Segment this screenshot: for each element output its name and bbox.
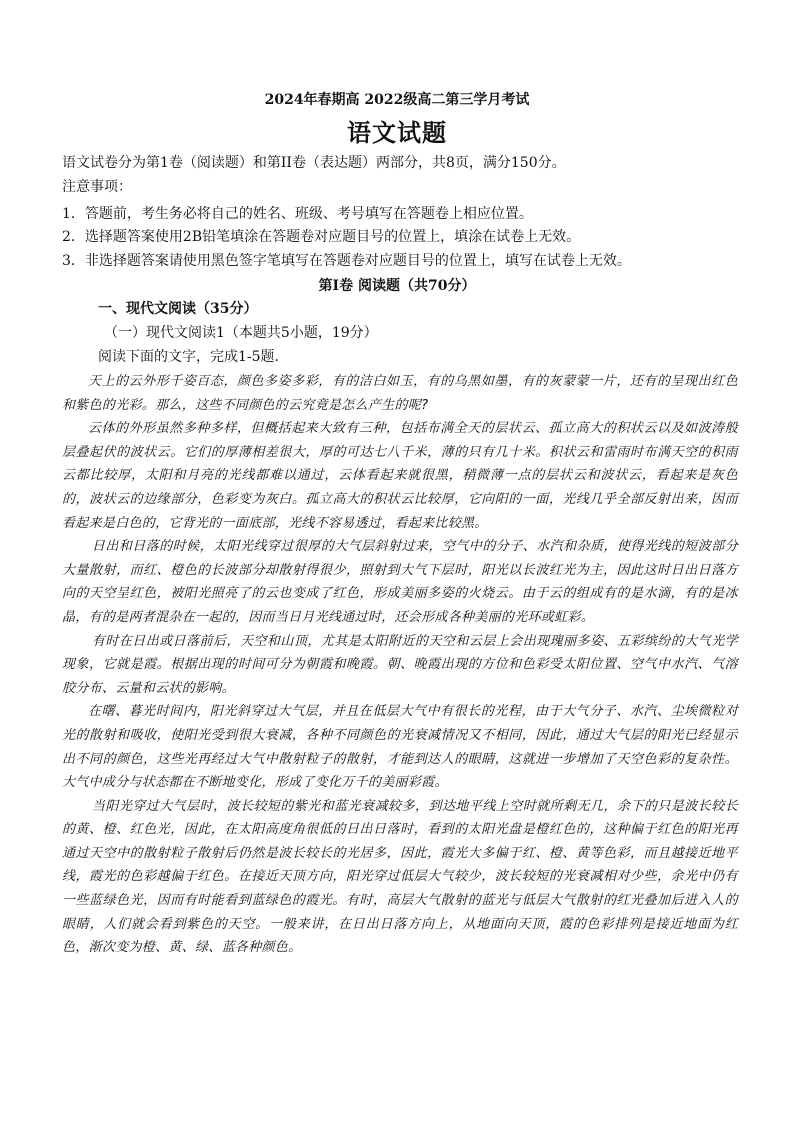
subsection-title: （一）现代文阅读1（本题共5小题，19分） [104, 325, 378, 341]
passage-paragraph: 在曙、暮光时间内，阳光斜穿过大气层，并且在低层大气中有很长的光程，由于大气分子、水汽、尘埃微粒对光的散射和吸收，使阳光受到很大衰减，各种不同颜色的光衰减情况又不相同，因此，通过大气层的阳光已经显示出不同的颜色，这些光再经过大气中散射粒子的散射，才能到达人的眼睛，这就进一步增加了天空色彩的复杂性。大气中成分与状态都在不断地变化，形成了变化万千的美丽彩霞。 [62, 704, 738, 791]
passage-paragraph: 云体的外形虽然多种多样，但概括起来大致有三种，包括布满全天的层状云、孤立高大的积状云以及如波涛般层叠起伏的波状云。它们的厚薄相差很大，厚的可达七八千米，薄的只有几十米。积状云和雷雨时布满天空的积雨云都比较厚，太阳和月亮的光线都难以通过，云体看起来就很黑，稍微薄一点的层状云和波状云，看起来是灰色的，波状云的边缘部分，色彩变为灰白。孤立高大的积状云比较厚，它向阳的一面，光线几乎全部反射出来，因而看起来是白色的，它背光的一面底部，光线不容易透过，看起来比较黑。 [62, 421, 738, 531]
passage-paragraph: 日出和日落的时候，太阳光线穿过很厚的大气层斜射过来，空气中的分子、水汽和杂质，使得光线的短波部分大量散射，而红、橙色的长波部分却散射得很少，照射到大气下层时，阳光以长波红光为主，因此这时日出日落方向的天空呈红色，被阳光照亮了的云也变成了红色，形成美丽多姿的火烧云。由于云的组成有的是水滴，有的是冰晶，有的是两者混杂在一起的，因而当日月光线通过时，还会形成各种美丽的光环或虹彩。 [62, 539, 738, 625]
section-title: 一、现代文阅读（35分） [98, 301, 258, 317]
exam-intro: 语文试卷分为第1卷（阅读题）和第II卷（表达题）两部分，共8页，满分150分。 [62, 155, 566, 171]
notes-title: 注意事项： [62, 179, 132, 195]
note-item: 1．答题前，考生务必将自己的姓名、班级、考号填写在答题卷上相应位置。 [62, 206, 533, 222]
part-title: 第I卷 阅读题（共70分） [318, 278, 476, 294]
subject-title: 语文试题 [347, 118, 447, 147]
exam-name: 2024年春期高 2022级高二第三学月考试 [264, 92, 530, 108]
reading-instruction: 阅读下面的文字，完成1-5题． [98, 349, 289, 365]
note-item: 3．非选择题答案请使用黑色签字笔填写在答题卷对应题目号的位置上，填写在试卷上无效。 [62, 253, 631, 269]
passage-paragraph: 有时在日出或日落前后，天空和山顶，尤其是太阳附近的天空和云层上会出现瑰丽多姿、五彩缤纷的大气光学现象，它就是霞。根据出现的时间可分为朝霞和晚霞。朝、晚霞出现的方位和色彩受太阳位置、空气中水汽、气溶胶分布、云量和云状的影响。 [62, 633, 738, 696]
passage-paragraph: 当阳光穿过大气层时，波长较短的紫光和蓝光衰减较多，到达地平线上空时就所剩无几，余下的只是波长较长的黄、橙、红色光，因此，在太阳高度角很低的日出日落时，看到的太阳光盘是橙红色的，这种偏于红色的阳光再通过天空中的散射粒子散射后仍然是波长较长的光居多，因此，霞光大多偏于红、橙、黄等色彩，而且越接近地平线，霞光的色彩越偏于红色。在接近天顶方向，阳光穿过低层大气较少，波长较短的光衰减相对少些，余光中仍有一些蓝绿色光，因而有时能看到蓝绿色的霞光。有时，高层大气散射的蓝光与低层大气散射的红光叠加后进入人的眼睛，人们就会看到紫色的天空。一般来讲，在日出日落方向上，从地面向天顶，霞的色彩排列是接近地面为红色，渐次变为橙、黄、绿、蓝各种颜色。 [62, 798, 738, 956]
note-item: 2．选择题答案使用2B铅笔填涂在答题卷对应题目号的位置上，填涂在试卷上无效。 [62, 229, 581, 245]
reading-passage [62, 370, 738, 960]
passage-paragraph: 天上的云外形千姿百态，颜色多姿多彩，有的洁白如玉，有的乌黑如墨，有的灰蒙蒙一片，还有的呈现出红色和紫色的光彩。那么，这些不同颜色的云究竟是怎么产生的呢? [62, 374, 738, 413]
